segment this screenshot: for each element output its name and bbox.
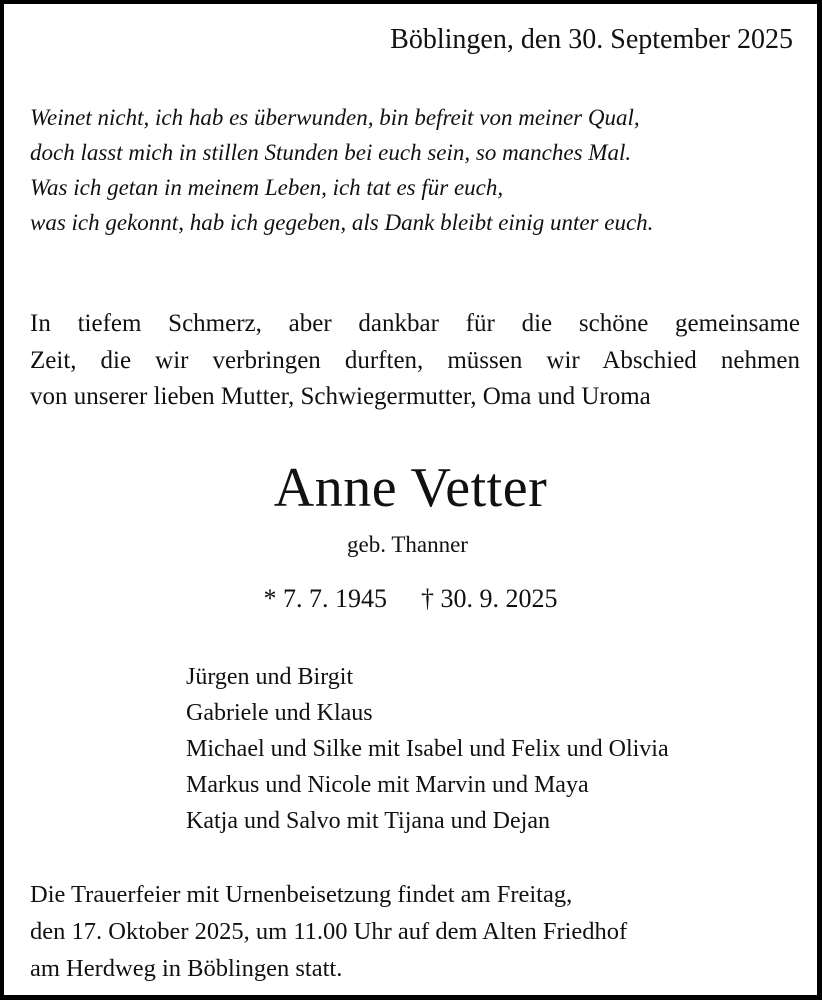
intro-line: von unserer lieben Mutter, Schwiegermutter, Oma und Uroma (30, 383, 651, 410)
family-list (186, 659, 669, 839)
death-date: † 30. 9. 2025 (421, 584, 558, 613)
intro-line: In tiefem Schmerz, aber dankbar für die schöne gemeinsame (30, 310, 800, 337)
family-member: Jürgen und Birgit (186, 664, 354, 690)
service-line: Die Trauerfeier mit Urnenbeisetzung findet am Freitag, (30, 881, 573, 908)
poem (30, 100, 653, 240)
family-member: Markus und Nicole mit Marvin und Maya (186, 772, 589, 798)
poem-line: was ich gekonnt, hab ich gegeben, als Dank bleibt einig unter euch. (30, 210, 654, 235)
poem-line: Weinet nicht, ich hab es überwunden, bin befreit von meiner Qual, (30, 105, 640, 130)
poem-line: doch lasst mich in stillen Stunden bei euch sein, so manches Mal. (30, 140, 632, 165)
birth-date: * 7. 7. 1945 (263, 584, 387, 613)
service-info (30, 876, 627, 987)
intro-line: Zeit, die wir verbringen durften, müssen wir Abschied nehmen (30, 346, 800, 374)
service-line: den 17. Oktober 2025, um 11.00 Uhr auf dem Alten Friedhof (30, 918, 628, 945)
place-date: Böblingen, den 30. September 2025 (390, 24, 793, 55)
deceased-name: Anne Vetter (273, 457, 548, 519)
life-dates (4, 584, 817, 614)
service-line: am Herdweg in Böblingen statt. (30, 955, 343, 982)
poem-line: Was ich getan in meinem Leben, ich tat es für euch, (30, 175, 504, 200)
intro-text (30, 306, 800, 416)
family-member: Gabriele und Klaus (186, 700, 373, 726)
obituary-notice (4, 4, 817, 995)
family-member: Katja und Salvo mit Tijana und Dejan (186, 808, 550, 834)
maiden-name: geb. Thanner (347, 532, 468, 557)
family-member: Michael und Silke mit Isabel und Felix und Olivia (186, 736, 669, 762)
